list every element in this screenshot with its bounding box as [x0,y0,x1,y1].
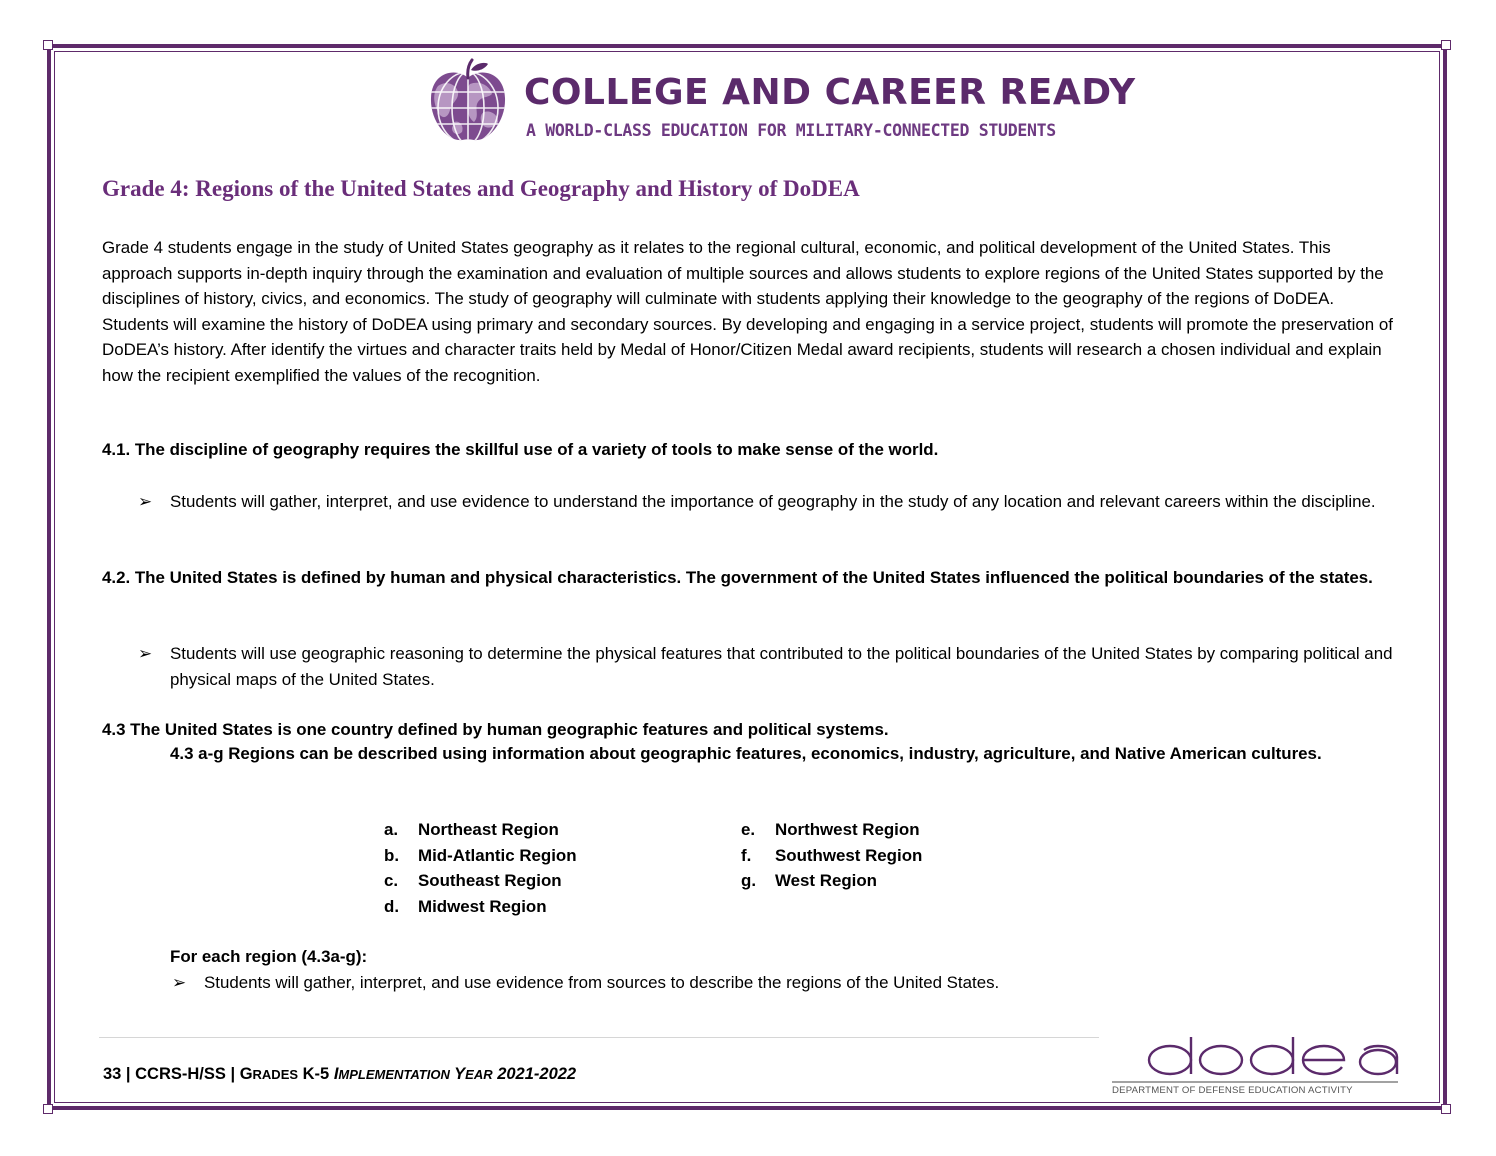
for-each-bullet [172,970,1444,996]
footer-text [103,1065,576,1084]
standard-bullet-4-1 [138,489,1410,515]
brand-subtitle: A WORLD-CLASS EDUCATION FOR MILITARY-CONNECTED STUDENTS [526,121,1056,140]
region-letter: a. [384,820,399,839]
dodea-caption: DEPARTMENT OF DEFENSE EDUCATION ACTIVITY [1112,1085,1353,1096]
region-letter: c. [384,871,399,890]
list-item [384,868,684,894]
border-corner [43,40,53,50]
region-name: Northeast Region [418,820,559,839]
standard-subheading-4-3: 4.3 a-g Regions can be described using information about geographic features, economics, industry, agriculture, and Native American cultures. [170,744,1322,763]
bullet-arrow-icon: ➢ [138,644,153,663]
regions-list-right [741,817,1041,894]
bullet-text: Students will use geographic reasoning to determine the physical features that contributed to the political boundaries of the United States by comparing political and physical maps of the United States. [170,644,1393,689]
footer-page: 33 | CCRS-H/SS | [103,1065,240,1083]
apple-globe-icon [428,58,508,144]
brand-title: COLLEGE AND CAREER READY [524,72,1136,113]
border-corner [43,1104,53,1114]
list-item [384,817,684,843]
bullet-text: Students will gather, interpret, and use evidence from sources to describe the regions of the United States. [204,973,1000,992]
region-letter: g. [741,871,757,890]
region-name: Midwest Region [418,896,547,916]
standard-bullet-4-2 [138,641,1410,692]
standard-heading-4-2: 4.2. The United States is defined by human and physical characteristics. The government of the United States influenced the political boundaries of the states. [102,568,1373,587]
footer-year-value: 2021-2022 [492,1065,577,1083]
border-corner [1441,40,1451,50]
bullet-arrow-icon: ➢ [172,973,187,992]
regions-list-left [384,817,684,919]
intro-paragraph: Grade 4 students engage in the study of United States geography as it relates to the regional cultural, economic, and political development of the United States. This approach supports in-depth inquiry through the examination and evaluation of multiple sources and allows students to explore regions of the United States supported by the disciplines of history, civics, and economics. The study of geography will culminate with students applying their knowledge to the geography of the regions of DoDEA. Students will examine the history of DoDEA using primary and secondary sources. By developing and engaging in a service project, students will promote the preservation of DoDEA’s history. After identify the virtues and character traits held by Medal of Honor/Citizen Medal award recipients, students will research a chosen individual and explain how the recipient exemplified the values of the recognition. [102,238,1393,385]
footer-divider [99,1037,1099,1038]
list-item [384,843,684,869]
bullet-text: Students will gather, interpret, and use evidence to understand the importance of geography in the study of any location and relevant careers within the discipline. [170,492,1376,511]
bullet-arrow-icon: ➢ [138,492,153,511]
for-each-region-label: For each region (4.3a-g): [170,947,368,966]
region-letter: b. [384,845,400,865]
region-name: West Region [775,871,877,890]
footer-grades-rest: RADES [252,1067,299,1082]
region-letter: e. [741,820,756,839]
border-corner [1441,1104,1451,1114]
region-letter: f. [741,845,752,865]
footer-grades-initial: G [239,1065,253,1083]
list-item [741,817,1041,843]
footer-year-rest: EAR [465,1067,493,1082]
header [0,58,1496,148]
standard-heading-4-3: 4.3 The United States is one country defined by human geographic features and political systems. [102,720,889,739]
region-name: Mid-Atlantic Region [418,845,577,865]
list-item [741,843,1041,869]
region-letter: d. [384,896,400,916]
list-item [384,894,684,920]
region-name: Northwest Region [775,820,920,839]
region-name: Southeast Region [418,871,562,890]
footer-year-initial: Y [449,1065,466,1083]
footer-impl-initial: I [333,1065,339,1083]
region-name: Southwest Region [775,845,923,865]
footer-impl-rest: MPLEMENTATION [338,1067,450,1082]
standard-heading-4-1: 4.1. The discipline of geography requires the skillful use of a variety of tools to make sense of the world. [102,440,939,459]
list-item [741,868,1041,894]
page-title: Grade 4: Regions of the United States and Geography and History of DoDEA [102,176,860,201]
footer-grades-range: K-5 [298,1065,334,1083]
